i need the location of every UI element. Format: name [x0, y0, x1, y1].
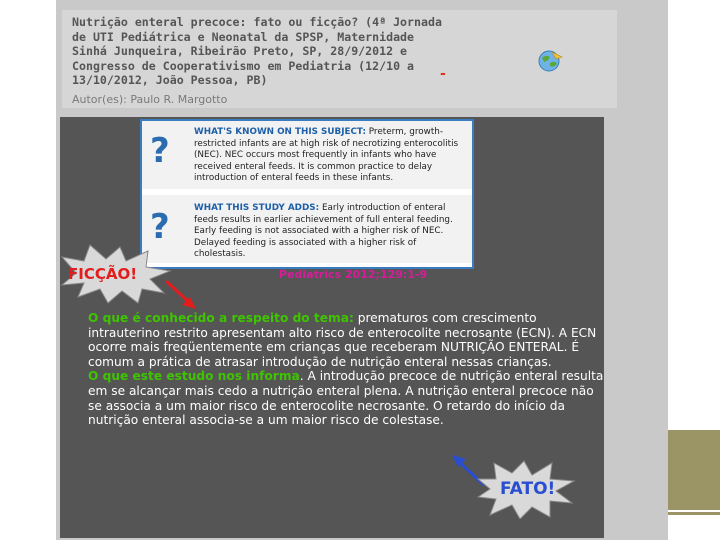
decorative-line [668, 512, 720, 515]
fiction-label: FICÇÃO! [68, 265, 138, 283]
abstract-inset [140, 119, 474, 269]
known-text: Preterm, growth-restricted infants are at high risk of necrotizing enterocolitis (NEC). NEC occurs most frequently in infants who have received enteral feeds. It is common practice to delay introduction of enteral feeds in these infants. [194, 127, 459, 184]
adds-text: Early introduction of enteral feeds results in earlier achievement of full enteral feeding. Early feeding is not associated with a higher risk of NEC. Delayed feeding is associated with a higher risk of cholestasis. [194, 203, 453, 260]
translated-text [88, 311, 608, 428]
citation: Pediatrics 2012;129:1-9 [279, 268, 428, 281]
known-label: O que é conhecido a respeito do tema: [88, 311, 354, 325]
separator-dash: - [440, 66, 446, 82]
adds-heading: WHAT THIS STUDY ADDS: [194, 203, 320, 213]
adds-label: O que este estudo nos informa [88, 369, 300, 384]
decorative-band [668, 430, 720, 510]
known-heading: WHAT'S KNOWN ON THIS SUBJECT: [194, 127, 366, 137]
fact-label: FATO! [500, 479, 556, 499]
question-mark-icon: ? [150, 131, 170, 171]
right-margin [668, 0, 720, 430]
globe-link-icon[interactable] [536, 48, 564, 74]
article-header [62, 10, 617, 108]
article-title[interactable]: Nutrição enteral precoce: fato ou ficção? (4ª Jornada de UTI Pediátrica e Neonatal da SPSP, Maternidade Sinhá Junqueira, Ribeirão Preto, SP, 28/9/2012 e Congresso de Cooperativismo em Pediatria (12/10 a 13/10/2012, João Pessoa, PB) [72, 15, 449, 88]
question-mark-icon: ? [150, 207, 170, 247]
arrow-down-icon [162, 279, 202, 313]
known-paragraph [194, 127, 470, 185]
slide-figure [60, 117, 604, 538]
known-body: prematuros com crescimento intrauterino restrito apresentam alto risco de enterocolite necrosante (ECN). A ECN ocorre mais freqüentemente em crianças que receberam NUTRIÇÃO ENTERAL. É comum a prática de atrasar introdução de nutrição enteral nessas crianças. [88, 311, 597, 369]
adds-body: . A introdução precoce de nutrição enteral resulta em se alcançar mais cedo a nutrição enteral plena. A nutrição enteral precoce não se associa a um maior risco de enterocolite necrosante. O retardo do início da nutrição enteral associa-se a um maior risco de colestase. [88, 369, 604, 428]
article-authors: Autor(es): Paulo R. Margotto [72, 93, 228, 106]
adds-paragraph [194, 203, 470, 261]
